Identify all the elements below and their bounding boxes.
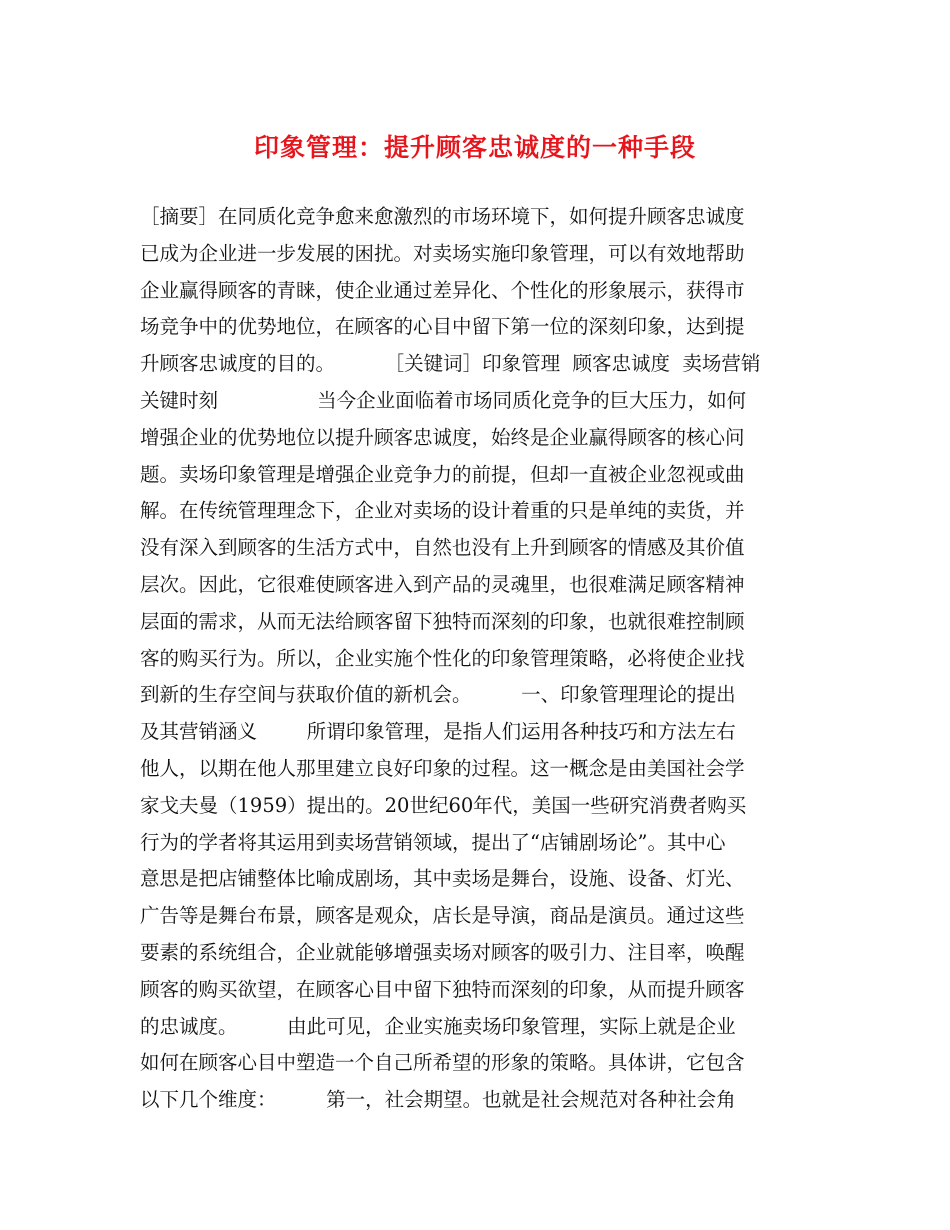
body-line: 题。卖场印象管理是增强企业竞争力的前提，但却一直被企业忽视或曲	[140, 462, 745, 486]
document-title: 印象管理：提升顾客忠诚度的一种手段	[253, 133, 696, 162]
body-line: 没有深入到顾客的生活方式中，自然也没有上升到顾客的情感及其价值	[140, 536, 745, 560]
body-line: 如何在顾客心目中塑造一个自己所希望的形象的策略。具体讲，它包含	[140, 1051, 745, 1075]
body-line: 家戈夫曼（1959）提出的。20世纪60年代，美国一些研究消费者购买	[140, 793, 747, 817]
body-line: 升顾客忠诚度的目的。 ［关键词］印象管理 顾客忠诚度 卖场营销	[140, 352, 761, 376]
body-line: 客的购买行为。所以，企业实施个性化的印象管理策略，必将使企业找	[140, 646, 745, 670]
body-line: ［摘要］在同质化竞争愈来愈激烈的市场环境下，如何提升顾客忠诚度	[140, 205, 745, 228]
body-line: 的忠诚度。 由此可见，企业实施卖场印象管理，实际上就是企业	[140, 1014, 736, 1038]
body-line: 行为的学者将其运用到卖场营销领域，提出了“店铺剧场论”。其中心	[140, 830, 726, 854]
body-line: 企业赢得顾客的青睐，使企业通过差异化、个性化的形象展示，获得市	[140, 278, 745, 302]
body-line: 层面的需求，从而无法给顾客留下独特而深刻的印象，也就很难控制顾	[140, 609, 745, 633]
body-line: 以下几个维度： 第一，社会期望。也就是社会规范对各种社会角	[140, 1088, 736, 1112]
body-line: 场竞争中的优势地位，在顾客的心目中留下第一位的深刻印象，达到提	[140, 315, 745, 339]
body-line: 已成为企业进一步发展的困扰。对卖场实施印象管理，可以有效地帮助	[140, 241, 745, 265]
body-line: 关键时刻 当今企业面临着市场同质化竞争的巨大压力，如何	[140, 388, 747, 412]
body-line: 及其营销涵义 所谓印象管理，是指人们运用各种技巧和方法左右	[140, 720, 736, 744]
document-body	[140, 199, 830, 1119]
body-line: 到新的生存空间与获取价值的新机会。 一、印象管理理论的提出	[140, 683, 736, 707]
body-line: 他人，以期在他人那里建立良好印象的过程。这一概念是由美国社会学	[140, 756, 745, 780]
body-line: 层次。因此，它很难使顾客进入到产品的灵魂里，也很难满足顾客精神	[140, 572, 745, 596]
body-line: 增强企业的优势地位以提升顾客忠诚度，始终是企业赢得顾客的核心问	[140, 425, 745, 449]
body-line: 顾客的购买欲望，在顾客心目中留下独特而深刻的印象，从而提升顾客	[140, 977, 745, 1001]
body-line: 解。在传统管理理念下，企业对卖场的设计着重的只是单纯的卖货，并	[140, 499, 745, 523]
body-line: 意思是把店铺整体比喻成剧场，其中卖场是舞台，设施、设备、灯光、	[140, 867, 745, 891]
body-line: 要素的系统组合，企业就能够增强卖场对顾客的吸引力、注目率，唤醒	[140, 940, 745, 964]
body-line: 广告等是舞台布景，顾客是观众，店长是导演，商品是演员。通过这些	[140, 904, 745, 928]
